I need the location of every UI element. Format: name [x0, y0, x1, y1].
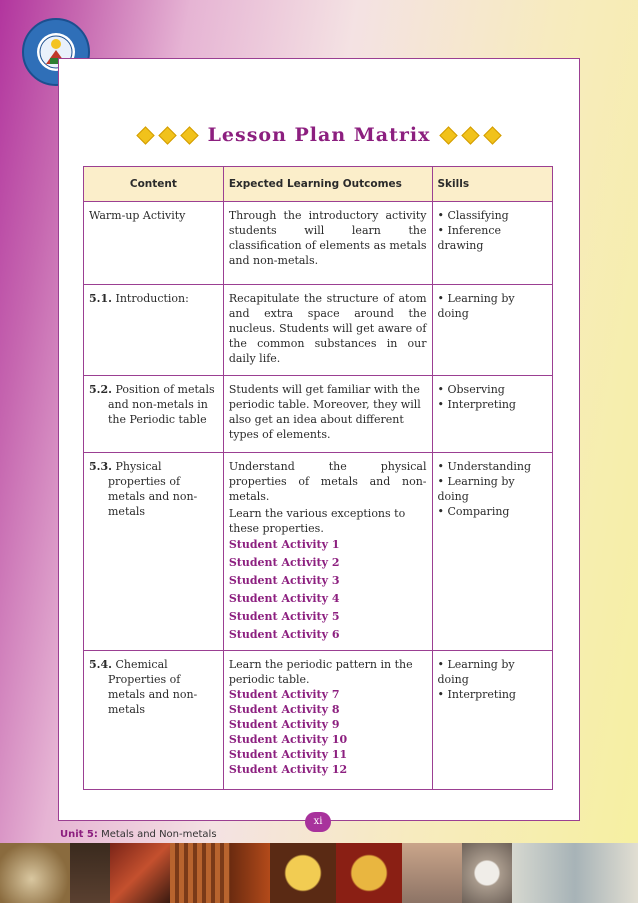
- student-activity: Student Activity 7: [228, 688, 340, 701]
- dark-photo-image: [70, 843, 110, 903]
- title-row: [58, 120, 580, 150]
- content-cell: [84, 376, 224, 453]
- skill-item: • Learning by doing: [437, 292, 515, 320]
- skill-item: • Classifying: [437, 209, 509, 222]
- copper-wires-image: [170, 843, 230, 903]
- student-activity: Student Activity 4: [228, 592, 340, 605]
- ore-rock-image: [0, 843, 70, 903]
- unit-name: Metals and Non-metals: [101, 829, 217, 840]
- skills-cell: [432, 453, 553, 651]
- student-activity: Student Activity 8: [228, 703, 340, 716]
- section-number: 5.3.: [89, 460, 112, 473]
- title-diamonds-left: [139, 129, 196, 142]
- diamond-icon: [158, 126, 176, 144]
- footer-unit: [60, 829, 217, 840]
- column-header-outcomes: Expected Learning Outcomes: [223, 167, 432, 202]
- table-row: [84, 285, 553, 376]
- skill-item: • Interpreting: [437, 398, 516, 411]
- outcome-text: Learn the various exceptions to these properties.: [228, 507, 406, 535]
- student-activity: Student Activity 12: [228, 763, 348, 776]
- skills-cell: [432, 285, 553, 376]
- skill-item: • Learning by doing: [437, 658, 515, 686]
- topic-title: [89, 291, 218, 306]
- skill-item: • Observing: [437, 383, 505, 396]
- topic-text: Introduction:: [115, 292, 189, 305]
- skill-item: • Learning by doing: [437, 475, 515, 503]
- outcome-text: Understand the physical properties of metals and non-metals.: [228, 460, 427, 503]
- table-row: [84, 453, 553, 651]
- skills-cell: [432, 651, 553, 790]
- page-number-badge: xi: [305, 812, 331, 832]
- outcome-cell: [223, 453, 432, 651]
- diamond-icon: [180, 126, 198, 144]
- table-row: [84, 376, 553, 453]
- gold-coin-image: [270, 843, 336, 903]
- metal-rods-image: [230, 843, 270, 903]
- topic-title: [89, 382, 218, 427]
- topic-text: Chemical Properties of metals and non-metals: [108, 658, 198, 716]
- metal-photo-image: [402, 843, 462, 903]
- student-activity: Student Activity 3: [228, 574, 340, 587]
- student-activity: Student Activity 2: [228, 556, 340, 569]
- table-header-row: [84, 167, 553, 202]
- student-activity: Student Activity 11: [228, 748, 348, 761]
- outcome-cell: Recapitulate the structure of atom and extra space around the nucleus. Students will get aware of the common substances in our daily life.: [223, 285, 432, 376]
- content-cell: [84, 651, 224, 790]
- skills-cell: [432, 376, 553, 453]
- section-number: 5.2.: [89, 383, 112, 396]
- outcome-cell: Through the introductory activity students will learn the classification of elements as metals and non-metals.: [223, 202, 432, 285]
- skill-item: • Comparing: [437, 505, 510, 518]
- gold-coin-image: [336, 843, 402, 903]
- table-row: [84, 651, 553, 790]
- student-activity: Student Activity 6: [228, 628, 340, 641]
- student-activity: Student Activity 10: [228, 733, 348, 746]
- metal-pipe-image: [462, 843, 512, 903]
- section-number: 5.4.: [89, 658, 112, 671]
- outcome-cell: Students will get familiar with the periodic table. Moreover, they will also get an idea about different types of elements.: [223, 376, 432, 453]
- section-number: 5.1.: [89, 292, 112, 305]
- unit-label: Unit 5:: [60, 829, 98, 840]
- skill-item: • Inference drawing: [437, 224, 502, 252]
- diamond-icon: [136, 126, 154, 144]
- topic-text: Physical properties of metals and non-metals: [108, 460, 198, 518]
- topic-title: Warm-up Activity: [89, 209, 186, 222]
- content-cell: [84, 285, 224, 376]
- lesson-plan-table: [83, 166, 553, 790]
- student-activity: Student Activity 9: [228, 718, 340, 731]
- decorative-photo-strip: [0, 843, 638, 903]
- copper-photo-image: [110, 843, 170, 903]
- column-header-skills: Skills: [432, 167, 553, 202]
- column-header-content: Content: [84, 167, 224, 202]
- diamond-icon: [440, 126, 458, 144]
- skills-cell: [432, 202, 553, 285]
- lab-bottles-image: [512, 843, 638, 903]
- student-activity: Student Activity 5: [228, 610, 340, 623]
- table-row: [84, 202, 553, 285]
- topic-title: [89, 459, 218, 519]
- diamond-icon: [462, 126, 480, 144]
- diamond-icon: [484, 126, 502, 144]
- title-diamonds-right: [442, 129, 499, 142]
- content-cell: [84, 453, 224, 651]
- skill-item: • Interpreting: [437, 688, 516, 701]
- content-cell: [84, 202, 224, 285]
- outcome-text: Learn the periodic pattern in the periodic table.: [228, 658, 413, 686]
- skill-item: • Understanding: [437, 460, 532, 473]
- student-activity: Student Activity 1: [228, 538, 340, 551]
- page-title: Lesson Plan Matrix: [207, 124, 431, 146]
- outcome-cell: [223, 651, 432, 790]
- topic-title: [89, 657, 218, 717]
- topic-text: Position of metals and non-metals in the Periodic table: [108, 383, 215, 426]
